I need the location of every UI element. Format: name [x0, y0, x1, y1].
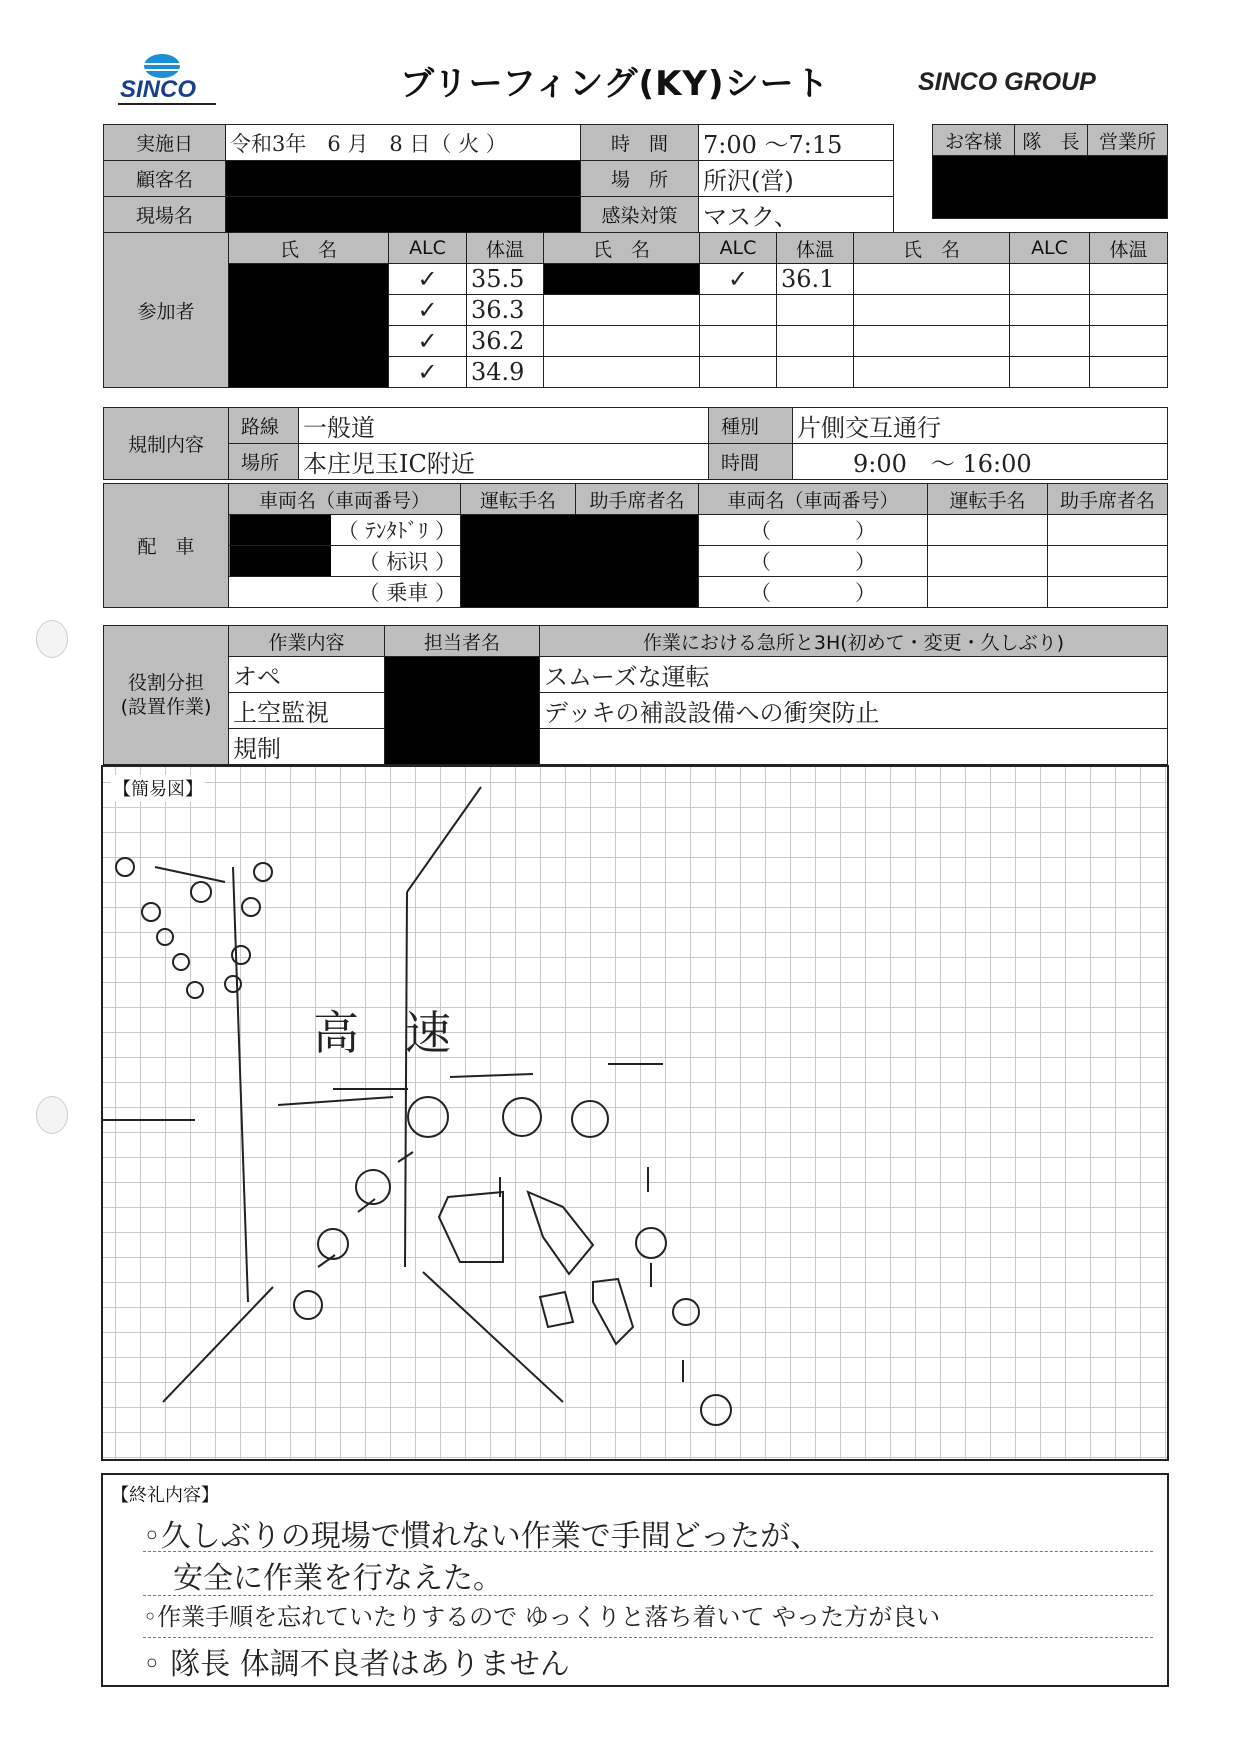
header-points: 作業における急所と3H(初めて・変更・久しぶり) — [540, 626, 1168, 657]
header-person: 担当者名 — [385, 626, 540, 657]
sinco-logo — [112, 52, 222, 108]
header-vehicle-1: 車両名（車両番号） — [229, 484, 461, 515]
header-driver-2: 運転手名 — [928, 484, 1048, 515]
reg-place-value: 本庄児玉IC附近 — [299, 444, 709, 480]
closing-label: 【終礼内容】 — [111, 1485, 219, 1506]
role-task: 規制 — [229, 729, 385, 765]
diagram-text: 高 速 — [313, 1006, 451, 1060]
header-temp-3: 体温 — [1090, 233, 1168, 264]
time-label: 時 間 — [581, 125, 699, 161]
header-name-2: 氏 名 — [544, 233, 700, 264]
role-task: 上空監視 — [229, 693, 385, 729]
reg-place-label: 場所 — [229, 444, 299, 480]
participant-alc: ✓ — [389, 264, 467, 295]
diagram-box — [101, 765, 1169, 1461]
participants-table — [103, 232, 1168, 388]
header-name-1: 氏 名 — [229, 233, 389, 264]
header-vehicle-2: 車両名（車両番号） — [699, 484, 928, 515]
header-task: 作業内容 — [229, 626, 385, 657]
closing-line: 安全に作業を行なえた。 — [143, 1553, 1153, 1596]
closing-line: ◦久しぶりの現場で慣れない作業で手間どったが、 — [143, 1511, 1153, 1552]
customer-label: 顧客名 — [104, 161, 226, 197]
approval-stamps-redacted — [933, 156, 1168, 219]
punch-hole — [36, 620, 68, 658]
punch-hole — [36, 1096, 68, 1134]
vehicles-label: 配 車 — [104, 484, 229, 608]
participant-temp: 36.2 — [467, 326, 544, 357]
vehicle-right: （ ） — [699, 546, 928, 577]
site-redacted — [226, 197, 581, 233]
date-label: 実施日 — [104, 125, 226, 161]
closing-line: ◦作業手順を忘れていたりするので ゆっくりと落ち着いて やった方が良い — [143, 1597, 1153, 1638]
vehicle-right: （ ） — [699, 577, 928, 608]
diagram-sketch — [103, 767, 1167, 1459]
role-point — [540, 729, 1168, 765]
type-value: 片側交互通行 — [793, 408, 1168, 444]
site-label: 現場名 — [104, 197, 226, 233]
logo-text: SINCO — [120, 76, 197, 103]
role-persons-redacted — [385, 657, 540, 765]
regulation-table — [103, 407, 1168, 480]
regulation-label: 規制内容 — [104, 408, 229, 480]
header-alc-3: ALC — [1010, 233, 1090, 264]
participant-temp: 34.9 — [467, 357, 544, 388]
vehicle-right: （ ） — [699, 515, 928, 546]
closing-line: ◦ 隊長 体調不良者はありません — [143, 1647, 570, 1682]
page-title: ブリーフィング(KY)シート — [400, 64, 830, 104]
role-task: オペ — [229, 657, 385, 693]
diagram-label: 【簡易図】 — [111, 775, 205, 801]
type-label: 種別 — [709, 408, 793, 444]
approval-table — [932, 124, 1168, 219]
closing-box — [101, 1473, 1169, 1687]
roles-label: 役割分担 (設置作業) — [104, 626, 229, 765]
reg-time-label: 時間 — [709, 444, 793, 480]
participant-alc: ✓ — [700, 264, 777, 295]
approval-customer: お客様 — [933, 125, 1015, 156]
vehicle-left: （ 乗車 ） — [229, 577, 461, 608]
header-alc-2: ALC — [700, 233, 777, 264]
vehicles-table — [103, 483, 1168, 608]
header-temp-2: 体温 — [777, 233, 854, 264]
participant-temp: 36.1 — [777, 264, 854, 295]
participant-name-redacted — [544, 264, 700, 295]
date-value: 令和3年 6 月 8 日（ 火 ） — [226, 125, 581, 161]
participant-names-redacted — [229, 264, 389, 388]
route-label: 路線 — [229, 408, 299, 444]
roles-table — [103, 625, 1168, 765]
route-value: 一般道 — [299, 408, 709, 444]
participants-label: 参加者 — [104, 233, 229, 388]
vehicle-left: （ 标识 ） — [229, 546, 461, 577]
participant-alc: ✓ — [389, 326, 467, 357]
reg-time-value: 9:00 〜 16:00 — [793, 444, 1168, 480]
infection-value: マスク、 — [699, 197, 894, 233]
header-passenger-1: 助手席者名 — [576, 484, 699, 515]
place-value: 所沢(営) — [699, 161, 894, 197]
participant-temp: 36.3 — [467, 295, 544, 326]
participant-alc: ✓ — [389, 357, 467, 388]
role-point: デッキの補設設備への衝突防止 — [540, 693, 1168, 729]
customer-redacted — [226, 161, 581, 197]
group-logo: SINCO GROUP — [918, 68, 1096, 96]
time-value: 7:00 〜7:15 — [699, 125, 894, 161]
header-name-3: 氏 名 — [854, 233, 1010, 264]
header-passenger-2: 助手席者名 — [1048, 484, 1168, 515]
vehicle-left: （ ﾃﾝﾀﾄﾞﾘ ） — [229, 515, 461, 546]
vehicle-crew-redacted — [461, 515, 699, 608]
participant-alc: ✓ — [389, 295, 467, 326]
participant-temp: 35.5 — [467, 264, 544, 295]
approval-office: 営業所 — [1088, 125, 1168, 156]
header-alc-1: ALC — [389, 233, 467, 264]
approval-captain: 隊 長 — [1015, 125, 1088, 156]
role-point: スムーズな運転 — [540, 657, 1168, 693]
infection-label: 感染対策 — [581, 197, 699, 233]
info-table — [103, 124, 894, 233]
place-label: 場 所 — [581, 161, 699, 197]
header-driver-1: 運転手名 — [461, 484, 576, 515]
header-temp-1: 体温 — [467, 233, 544, 264]
